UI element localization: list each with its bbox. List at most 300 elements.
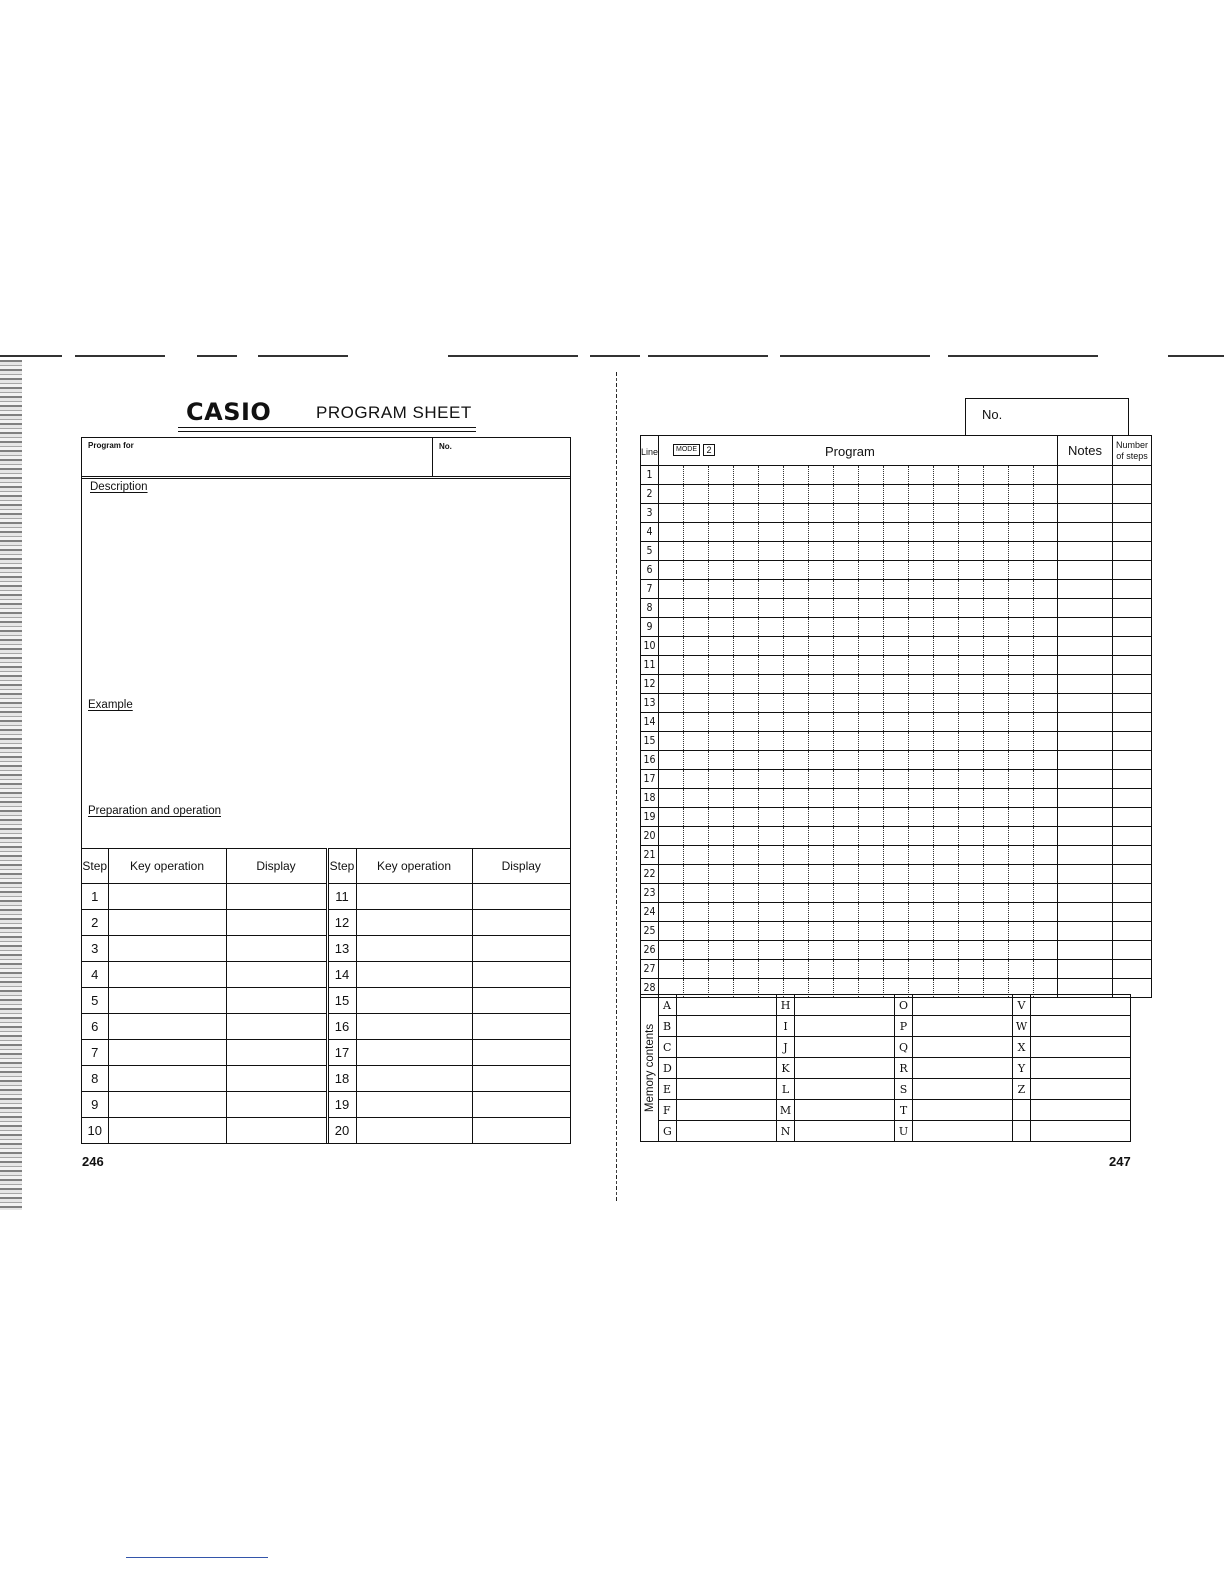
program-key-cell[interactable]	[984, 466, 1009, 485]
notes-cell[interactable]	[1058, 922, 1113, 941]
program-key-cell[interactable]	[759, 637, 784, 656]
program-key-cell[interactable]	[884, 770, 909, 789]
program-key-cell[interactable]	[884, 694, 909, 713]
program-key-cell[interactable]	[984, 827, 1009, 846]
program-key-cell[interactable]	[959, 466, 984, 485]
program-key-cell[interactable]	[709, 656, 734, 675]
program-key-cell[interactable]	[1034, 770, 1058, 789]
notes-cell[interactable]	[1058, 941, 1113, 960]
program-key-cell[interactable]	[659, 827, 684, 846]
program-key-cell[interactable]	[1009, 865, 1034, 884]
program-key-cell[interactable]	[1034, 808, 1058, 827]
program-key-cell[interactable]	[734, 846, 759, 865]
display-cell[interactable]	[226, 962, 327, 988]
program-key-cell[interactable]	[1034, 656, 1058, 675]
program-key-cell[interactable]	[659, 789, 684, 808]
program-key-cell[interactable]	[709, 846, 734, 865]
program-key-cell[interactable]	[934, 618, 959, 637]
program-key-cell[interactable]	[984, 884, 1009, 903]
program-key-cell[interactable]	[709, 732, 734, 751]
program-key-cell[interactable]	[709, 960, 734, 979]
program-key-cell[interactable]	[659, 656, 684, 675]
display-cell[interactable]	[472, 1066, 570, 1092]
program-key-cell[interactable]	[859, 846, 884, 865]
program-key-cell[interactable]	[859, 789, 884, 808]
program-key-cell[interactable]	[709, 808, 734, 827]
program-key-cell[interactable]	[1034, 865, 1058, 884]
program-key-cell[interactable]	[834, 884, 859, 903]
program-key-cell[interactable]	[1034, 732, 1058, 751]
program-key-cell[interactable]	[1034, 922, 1058, 941]
key-operation-cell[interactable]	[356, 1066, 472, 1092]
steps-cell[interactable]	[1113, 789, 1152, 808]
program-key-cell[interactable]	[834, 523, 859, 542]
program-key-cell[interactable]	[984, 485, 1009, 504]
program-key-cell[interactable]	[959, 656, 984, 675]
program-key-cell[interactable]	[1009, 580, 1034, 599]
program-key-cell[interactable]	[859, 580, 884, 599]
program-key-cell[interactable]	[784, 542, 809, 561]
display-cell[interactable]	[226, 1118, 327, 1144]
program-key-cell[interactable]	[759, 542, 784, 561]
program-key-cell[interactable]	[809, 599, 834, 618]
program-key-cell[interactable]	[1009, 846, 1034, 865]
program-key-cell[interactable]	[934, 732, 959, 751]
display-cell[interactable]	[472, 910, 570, 936]
steps-cell[interactable]	[1113, 770, 1152, 789]
program-key-cell[interactable]	[984, 656, 1009, 675]
program-key-cell[interactable]	[759, 523, 784, 542]
program-key-cell[interactable]	[1009, 561, 1034, 580]
program-key-cell[interactable]	[909, 751, 934, 770]
program-key-cell[interactable]	[834, 466, 859, 485]
notes-cell[interactable]	[1058, 675, 1113, 694]
notes-cell[interactable]	[1058, 770, 1113, 789]
memory-value-cell[interactable]	[795, 1016, 895, 1037]
program-key-cell[interactable]	[684, 808, 709, 827]
program-key-cell[interactable]	[734, 789, 759, 808]
program-key-cell[interactable]	[1009, 770, 1034, 789]
program-key-cell[interactable]	[984, 941, 1009, 960]
program-key-cell[interactable]	[734, 827, 759, 846]
program-key-cell[interactable]	[934, 694, 959, 713]
program-key-cell[interactable]	[759, 656, 784, 675]
program-key-cell[interactable]	[934, 561, 959, 580]
program-key-cell[interactable]	[759, 846, 784, 865]
program-key-cell[interactable]	[734, 675, 759, 694]
program-key-cell[interactable]	[734, 580, 759, 599]
program-key-cell[interactable]	[984, 637, 1009, 656]
program-key-cell[interactable]	[734, 656, 759, 675]
program-key-cell[interactable]	[759, 960, 784, 979]
program-key-cell[interactable]	[984, 580, 1009, 599]
program-key-cell[interactable]	[884, 922, 909, 941]
notes-cell[interactable]	[1058, 903, 1113, 922]
key-operation-cell[interactable]	[356, 1014, 472, 1040]
notes-cell[interactable]	[1058, 561, 1113, 580]
program-key-cell[interactable]	[934, 789, 959, 808]
memory-value-cell[interactable]	[795, 1121, 895, 1142]
program-key-cell[interactable]	[759, 504, 784, 523]
program-key-cell[interactable]	[759, 789, 784, 808]
memory-value-cell[interactable]	[1031, 1079, 1131, 1100]
program-key-cell[interactable]	[1009, 675, 1034, 694]
program-key-cell[interactable]	[934, 941, 959, 960]
program-key-cell[interactable]	[834, 903, 859, 922]
program-key-cell[interactable]	[834, 485, 859, 504]
program-key-cell[interactable]	[934, 504, 959, 523]
program-key-cell[interactable]	[709, 922, 734, 941]
program-key-cell[interactable]	[984, 523, 1009, 542]
program-key-cell[interactable]	[834, 599, 859, 618]
notes-cell[interactable]	[1058, 694, 1113, 713]
program-key-cell[interactable]	[1034, 466, 1058, 485]
program-key-cell[interactable]	[959, 675, 984, 694]
program-key-cell[interactable]	[709, 827, 734, 846]
program-key-cell[interactable]	[784, 504, 809, 523]
memory-value-cell[interactable]	[913, 1100, 1013, 1121]
program-key-cell[interactable]	[959, 694, 984, 713]
program-key-cell[interactable]	[809, 846, 834, 865]
program-key-cell[interactable]	[1034, 789, 1058, 808]
program-key-cell[interactable]	[1009, 960, 1034, 979]
program-key-cell[interactable]	[1009, 637, 1034, 656]
program-key-cell[interactable]	[909, 770, 934, 789]
steps-cell[interactable]	[1113, 656, 1152, 675]
steps-cell[interactable]	[1113, 504, 1152, 523]
program-key-cell[interactable]	[784, 580, 809, 599]
program-key-cell[interactable]	[984, 618, 1009, 637]
program-key-cell[interactable]	[659, 751, 684, 770]
program-key-cell[interactable]	[834, 580, 859, 599]
program-key-cell[interactable]	[809, 865, 834, 884]
program-key-cell[interactable]	[934, 466, 959, 485]
program-key-cell[interactable]	[809, 751, 834, 770]
steps-cell[interactable]	[1113, 675, 1152, 694]
program-key-cell[interactable]	[1009, 618, 1034, 637]
key-operation-cell[interactable]	[356, 988, 472, 1014]
program-key-cell[interactable]	[884, 618, 909, 637]
program-key-cell[interactable]	[734, 732, 759, 751]
program-key-cell[interactable]	[709, 618, 734, 637]
display-cell[interactable]	[226, 910, 327, 936]
steps-cell[interactable]	[1113, 922, 1152, 941]
program-key-cell[interactable]	[909, 884, 934, 903]
program-key-cell[interactable]	[659, 485, 684, 504]
key-operation-cell[interactable]	[356, 1040, 472, 1066]
program-key-cell[interactable]	[1034, 504, 1058, 523]
program-key-cell[interactable]	[959, 789, 984, 808]
program-key-cell[interactable]	[809, 922, 834, 941]
notes-cell[interactable]	[1058, 732, 1113, 751]
program-key-cell[interactable]	[734, 808, 759, 827]
program-key-cell[interactable]	[934, 713, 959, 732]
notes-cell[interactable]	[1058, 466, 1113, 485]
key-operation-cell[interactable]	[356, 884, 472, 910]
program-key-cell[interactable]	[959, 827, 984, 846]
program-key-cell[interactable]	[834, 504, 859, 523]
program-key-cell[interactable]	[784, 922, 809, 941]
program-key-cell[interactable]	[684, 846, 709, 865]
program-key-cell[interactable]	[784, 599, 809, 618]
program-key-cell[interactable]	[784, 808, 809, 827]
program-key-cell[interactable]	[784, 485, 809, 504]
program-key-cell[interactable]	[684, 713, 709, 732]
program-key-cell[interactable]	[1009, 732, 1034, 751]
display-cell[interactable]	[472, 1014, 570, 1040]
program-key-cell[interactable]	[984, 694, 1009, 713]
steps-cell[interactable]	[1113, 561, 1152, 580]
program-key-cell[interactable]	[884, 466, 909, 485]
program-key-cell[interactable]	[1034, 618, 1058, 637]
program-key-cell[interactable]	[984, 542, 1009, 561]
program-key-cell[interactable]	[859, 827, 884, 846]
program-key-cell[interactable]	[959, 713, 984, 732]
program-key-cell[interactable]	[934, 599, 959, 618]
steps-cell[interactable]	[1113, 466, 1152, 485]
program-key-cell[interactable]	[759, 580, 784, 599]
program-key-cell[interactable]	[884, 561, 909, 580]
program-key-cell[interactable]	[709, 751, 734, 770]
program-key-cell[interactable]	[734, 618, 759, 637]
program-key-cell[interactable]	[1034, 485, 1058, 504]
program-key-cell[interactable]	[709, 580, 734, 599]
program-key-cell[interactable]	[1009, 599, 1034, 618]
program-key-cell[interactable]	[709, 561, 734, 580]
program-key-cell[interactable]	[659, 542, 684, 561]
program-key-cell[interactable]	[834, 865, 859, 884]
program-key-cell[interactable]	[759, 884, 784, 903]
key-operation-cell[interactable]	[108, 910, 226, 936]
program-key-cell[interactable]	[784, 789, 809, 808]
program-key-cell[interactable]	[709, 675, 734, 694]
notes-cell[interactable]	[1058, 504, 1113, 523]
program-key-cell[interactable]	[784, 751, 809, 770]
key-operation-cell[interactable]	[356, 910, 472, 936]
program-key-cell[interactable]	[934, 922, 959, 941]
key-operation-cell[interactable]	[108, 1014, 226, 1040]
program-key-cell[interactable]	[884, 884, 909, 903]
notes-cell[interactable]	[1058, 960, 1113, 979]
program-key-cell[interactable]	[734, 884, 759, 903]
program-key-cell[interactable]	[909, 808, 934, 827]
memory-value-cell[interactable]	[795, 1058, 895, 1079]
program-key-cell[interactable]	[859, 960, 884, 979]
program-key-cell[interactable]	[909, 618, 934, 637]
program-key-cell[interactable]	[684, 732, 709, 751]
program-key-cell[interactable]	[984, 960, 1009, 979]
steps-cell[interactable]	[1113, 903, 1152, 922]
program-key-cell[interactable]	[784, 694, 809, 713]
program-key-cell[interactable]	[709, 713, 734, 732]
memory-value-cell[interactable]	[677, 1079, 777, 1100]
display-cell[interactable]	[472, 988, 570, 1014]
program-key-cell[interactable]	[834, 770, 859, 789]
program-key-cell[interactable]	[959, 808, 984, 827]
program-key-cell[interactable]	[959, 960, 984, 979]
program-key-cell[interactable]	[709, 903, 734, 922]
program-key-cell[interactable]	[659, 770, 684, 789]
program-key-cell[interactable]	[959, 580, 984, 599]
program-key-cell[interactable]	[659, 561, 684, 580]
key-operation-cell[interactable]	[108, 1092, 226, 1118]
program-key-cell[interactable]	[709, 504, 734, 523]
program-key-cell[interactable]	[909, 599, 934, 618]
program-key-cell[interactable]	[959, 865, 984, 884]
program-key-cell[interactable]	[909, 846, 934, 865]
program-key-cell[interactable]	[734, 922, 759, 941]
notes-cell[interactable]	[1058, 751, 1113, 770]
notes-cell[interactable]	[1058, 637, 1113, 656]
program-key-cell[interactable]	[809, 618, 834, 637]
memory-value-cell[interactable]	[677, 1058, 777, 1079]
program-key-cell[interactable]	[859, 523, 884, 542]
program-key-cell[interactable]	[959, 618, 984, 637]
program-key-cell[interactable]	[684, 922, 709, 941]
program-key-cell[interactable]	[684, 827, 709, 846]
display-cell[interactable]	[472, 1118, 570, 1144]
program-key-cell[interactable]	[734, 770, 759, 789]
program-key-cell[interactable]	[659, 732, 684, 751]
program-key-cell[interactable]	[759, 770, 784, 789]
program-key-cell[interactable]	[659, 808, 684, 827]
memory-value-cell[interactable]	[913, 1121, 1013, 1142]
program-key-cell[interactable]	[834, 808, 859, 827]
program-key-cell[interactable]	[984, 504, 1009, 523]
notes-cell[interactable]	[1058, 808, 1113, 827]
program-key-cell[interactable]	[884, 637, 909, 656]
program-key-cell[interactable]	[909, 732, 934, 751]
program-key-cell[interactable]	[734, 599, 759, 618]
program-key-cell[interactable]	[659, 637, 684, 656]
program-key-cell[interactable]	[734, 485, 759, 504]
steps-cell[interactable]	[1113, 751, 1152, 770]
program-key-cell[interactable]	[1009, 884, 1034, 903]
program-key-cell[interactable]	[834, 656, 859, 675]
program-key-cell[interactable]	[984, 770, 1009, 789]
steps-cell[interactable]	[1113, 618, 1152, 637]
program-key-cell[interactable]	[834, 542, 859, 561]
program-key-cell[interactable]	[984, 808, 1009, 827]
program-key-cell[interactable]	[709, 770, 734, 789]
program-key-cell[interactable]	[1034, 561, 1058, 580]
program-key-cell[interactable]	[759, 561, 784, 580]
program-key-cell[interactable]	[784, 846, 809, 865]
program-key-cell[interactable]	[759, 827, 784, 846]
program-key-cell[interactable]	[984, 561, 1009, 580]
program-key-cell[interactable]	[834, 675, 859, 694]
program-key-cell[interactable]	[834, 827, 859, 846]
key-operation-cell[interactable]	[108, 1118, 226, 1144]
program-key-cell[interactable]	[734, 637, 759, 656]
program-key-cell[interactable]	[684, 941, 709, 960]
key-operation-cell[interactable]	[108, 988, 226, 1014]
program-key-cell[interactable]	[809, 656, 834, 675]
program-key-cell[interactable]	[734, 941, 759, 960]
program-key-cell[interactable]	[659, 865, 684, 884]
program-key-cell[interactable]	[809, 827, 834, 846]
program-key-cell[interactable]	[959, 542, 984, 561]
program-key-cell[interactable]	[934, 827, 959, 846]
program-key-cell[interactable]	[859, 542, 884, 561]
program-key-cell[interactable]	[934, 903, 959, 922]
display-cell[interactable]	[472, 936, 570, 962]
program-key-cell[interactable]	[659, 599, 684, 618]
notes-cell[interactable]	[1058, 656, 1113, 675]
program-key-cell[interactable]	[859, 732, 884, 751]
steps-cell[interactable]	[1113, 960, 1152, 979]
program-key-cell[interactable]	[734, 865, 759, 884]
steps-cell[interactable]	[1113, 713, 1152, 732]
program-key-cell[interactable]	[884, 808, 909, 827]
program-key-cell[interactable]	[984, 846, 1009, 865]
program-key-cell[interactable]	[884, 599, 909, 618]
program-key-cell[interactable]	[659, 504, 684, 523]
steps-cell[interactable]	[1113, 580, 1152, 599]
memory-value-cell[interactable]	[677, 1121, 777, 1142]
program-key-cell[interactable]	[909, 504, 934, 523]
program-key-cell[interactable]	[759, 903, 784, 922]
program-key-cell[interactable]	[1034, 827, 1058, 846]
program-key-cell[interactable]	[859, 808, 884, 827]
program-key-cell[interactable]	[684, 903, 709, 922]
program-key-cell[interactable]	[1009, 713, 1034, 732]
notes-cell[interactable]	[1058, 599, 1113, 618]
program-key-cell[interactable]	[884, 960, 909, 979]
key-operation-cell[interactable]	[356, 1092, 472, 1118]
program-key-cell[interactable]	[1034, 960, 1058, 979]
notes-cell[interactable]	[1058, 884, 1113, 903]
steps-cell[interactable]	[1113, 485, 1152, 504]
program-key-cell[interactable]	[909, 656, 934, 675]
memory-value-cell[interactable]	[913, 1016, 1013, 1037]
program-key-cell[interactable]	[734, 694, 759, 713]
program-key-cell[interactable]	[809, 485, 834, 504]
program-key-cell[interactable]	[709, 542, 734, 561]
notes-cell[interactable]	[1058, 789, 1113, 808]
program-key-cell[interactable]	[984, 599, 1009, 618]
program-key-cell[interactable]	[684, 618, 709, 637]
program-key-cell[interactable]	[1034, 637, 1058, 656]
display-cell[interactable]	[226, 1014, 327, 1040]
program-key-cell[interactable]	[934, 542, 959, 561]
key-operation-cell[interactable]	[108, 884, 226, 910]
number-cell[interactable]	[432, 438, 571, 476]
program-key-cell[interactable]	[784, 675, 809, 694]
program-key-cell[interactable]	[809, 523, 834, 542]
program-key-cell[interactable]	[984, 732, 1009, 751]
memory-value-cell[interactable]	[677, 1037, 777, 1058]
program-key-cell[interactable]	[859, 922, 884, 941]
program-key-cell[interactable]	[684, 504, 709, 523]
program-key-cell[interactable]	[884, 485, 909, 504]
program-key-cell[interactable]	[859, 694, 884, 713]
steps-cell[interactable]	[1113, 884, 1152, 903]
program-key-cell[interactable]	[934, 675, 959, 694]
program-key-cell[interactable]	[784, 903, 809, 922]
program-key-cell[interactable]	[934, 865, 959, 884]
notes-cell[interactable]	[1058, 580, 1113, 599]
program-key-cell[interactable]	[1034, 751, 1058, 770]
program-key-cell[interactable]	[684, 599, 709, 618]
program-key-cell[interactable]	[909, 637, 934, 656]
program-key-cell[interactable]	[734, 542, 759, 561]
program-key-cell[interactable]	[759, 599, 784, 618]
program-key-cell[interactable]	[959, 922, 984, 941]
program-key-cell[interactable]	[1009, 922, 1034, 941]
program-key-cell[interactable]	[684, 542, 709, 561]
key-operation-cell[interactable]	[356, 1118, 472, 1144]
